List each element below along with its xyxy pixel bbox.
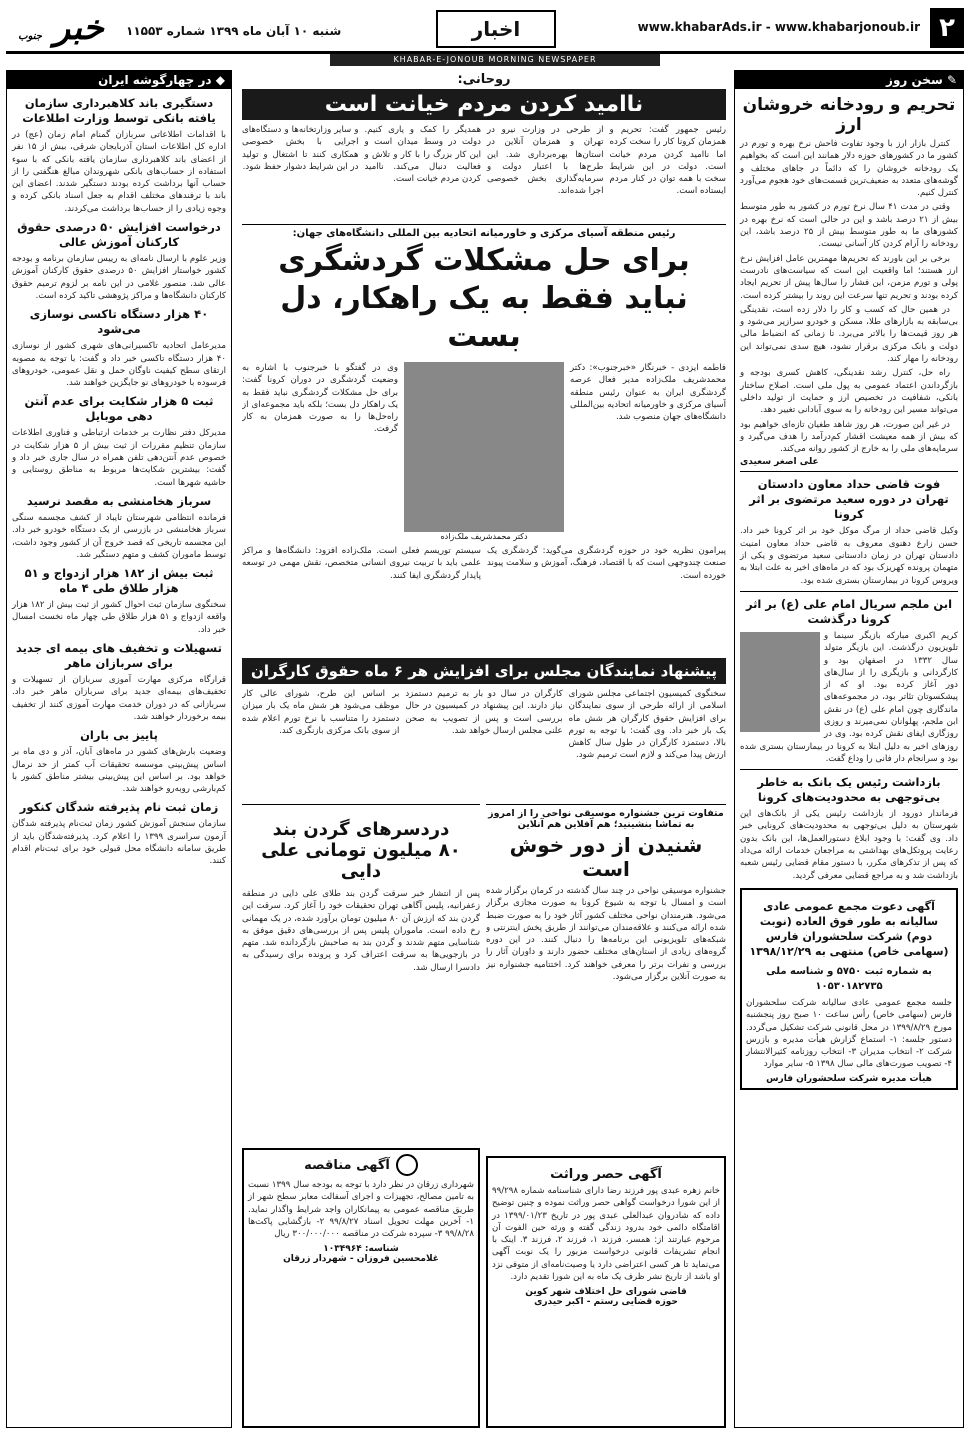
music-body: جشنواره موسیقی نواحی در چند سال گذشته در کرمان برگزار شده است و امسال با توجه به شیوع کرونا به صورت مجازی برگزار می‌شود. هنرمندان نواحی مختلف کشور آثار خود را به صورت ضبط شده ارائه می‌کنند و علاقه‌مندان می‌توانند از طریق پخش اینترنتی و شبکه‌های تلویزیونی این برنامه‌ها را دنبال کنند. در این دوره گروه‌های زیادی از استان‌های مختلف حضور دارند و داوران آثار را بررسی و نفرات برتر را معرفی خواهند کرد. اختتامیه جشنواره نیز به صورت آنلاین برگزار می‌شود.: [486, 886, 726, 983]
story-body: مدیرعامل اتحادیه تاکسیرانی‌های شهری کشور از نوسازی ۴۰ هزار دستگاه تاکسی خبر داد و گفت: با توجه به مصوبه ارتقای سطح کیفیت ناوگان حمل و نقل عمومی، خودروهای فرسوده با خودروهای نو جایگزین خواهند شد.: [12, 341, 226, 389]
municipality-emblem-icon: [396, 1154, 418, 1176]
ad-title: آگهی دعوت مجمع عمومی عادی سالیانه به طور فوق العاده (نوبت دوم) شرکت سلحشوران فارس (سهامی خاص) منتهی به ۱۳۹۸/۱۲/۲۹: [749, 899, 949, 958]
ad-registration: به شماره ثبت ۵۷۵۰ و شناسه ملی ۱۰۵۳۰۱۸۲۷۳۵: [766, 965, 932, 992]
story-title: پاییز بی باران: [80, 728, 158, 743]
top-kicker: روحانی:: [457, 72, 511, 87]
story-title: تسهیلات و تخفیف های بیمه ای جدید برای سربازان ماهر: [16, 641, 222, 671]
wage-story: [242, 658, 726, 800]
editorial-author: علی اصغر سعیدی: [740, 457, 819, 468]
wage-col: سخنگوی کمیسیون اجتماعی مجلس شورای اسلامی از ارائه طرحی از سوی نمایندگان برای افزایش حقوق کارگران هر شش ماه یک بار خبر داد. وی گفت: با توجه به تورم بالا، دستمزد کارگران در طول سال کاهش ارزش پیدا می‌کند و لازم است ترمیم شود.: [568, 689, 726, 761]
wage-col: بر اساس این طرح، شورای عالی کار موظف می‌شود هر شش ماه یک بار میزان دستمزد را متناسب با نرخ تورم اعلام شده از سوی بانک مرکزی بازنگری کند.: [242, 689, 400, 736]
story-title: زمان ثبت نام پذیرفته شدگان کنکور: [19, 800, 219, 815]
para: راه حل، کنترل رشد نقدینگی، کاهش کسری بودجه و بازگرداندن اعتماد عمومی به پول ملی است. اصلاح ساختار بانکی، شفافیت در تخصیص ارز و حمایت از تولید داخلی می‌تواند مسیر این رودخانه را به سوی آبادانی تغییر دهد.: [740, 368, 958, 416]
story-title: ۴۰ هزار دستگاه تاکسی نوسازی می‌شود: [29, 307, 209, 337]
wage-headline: پیشنهاد نمایندگان مجلس برای افزایش هر ۶ ماه حقوق کارگران: [242, 658, 726, 684]
left-column: [6, 70, 232, 1428]
tender-code: شناسه: ۱۰۳۴۹۶۴: [323, 1244, 399, 1255]
story-body: وکیل قاضی حداد از مرگ موکل خود بر اثر کرونا خبر داد. حسن زارع دهنوی معروف به قاضی حداد معاون امنیت دادستان تهران در زمان دادستانی سعید مرتضوی و یکی از متهمان پرونده کهریزک بود که در ماه‌های اخیر به علت ابتلا به ویروس کرونا در بیمارستان بستری شده بود.: [740, 526, 958, 586]
tourism-col: وی در گفتگو با خبرجنوب با اشاره به وضعیت گردشگری در دوران کرونا گفت: برای حل مشکلات گردشگری نباید فقط به یک راهکار دل بست؛ بلکه باید مجموعه‌ای از راه‌حل‌ها را به صورت همزمان به کار گرفت.: [242, 363, 398, 435]
story-body: سخنگوی سازمان ثبت احوال کشور از ثبت بیش از ۱۸۲ هزار واقعه ازدواج و ۵۱ هزار طلاق طی چهار ماه نخست امسال خبر داد.: [12, 600, 226, 635]
story-title: سرباز هخامنشی به مقصد نرسید: [26, 493, 212, 508]
story-title: درخواست افزایش ۵۰ درصدی حقوق کارکنان آموزش عالی: [17, 220, 221, 250]
tourism-col: پیرامون نظریه خود در حوزه گردشگری می‌گوید: گردشگری یک صنعت چندوجهی است که با اقتصاد، فرهنگ، آموزش و سلامت پیوند خورده است.: [487, 546, 726, 581]
story-title: دستگیری باند کلاهبرداری سازمان یافته بانکی توسط وزارت اطلاعات: [22, 96, 216, 125]
heirship-sign-1: قاضی شورای حل اختلاف شهر کوین: [525, 1287, 687, 1298]
necklace-body: پس از انتشار خبر سرقت گردن بند طلای علی دایی در منطقه زعفرانیه، پلیس آگاهی تهران تحقیقات خود را آغاز کرد. سرقت این گردن بند که ارزش آن ۸۰ میلیون تومان برآورد شده، در یک مهمانی رخ داده است. ماموران پلیس پس از بررسی‌های دقیق موفق به شناسایی متهم شدند و گردن بند به صاحبش بازگردانده شد. متهم در بازجویی‌ها به سرقت اعتراف کرد و پرونده برای رسیدگی به دادسرا ارسال شد.: [242, 889, 480, 973]
tourism-kicker: رئیس منطقه آسیای مرکزی و خاورمیانه اتحادیه بین المللی دانشگاه‌های جهان:: [292, 228, 676, 239]
top-col: از طرحی در وزارت نیرو در تهران و همزمان آنلاین در استان‌ها بهره‌برداری شد. این طرح‌ها با اعتبار دولت و سرمایه‌گذاری بخش خصوصی اجرا شده‌اند.: [487, 125, 604, 197]
story-title: ابن ملجم سریال امام علی (ع) بر اثر کرونا درگذشت: [745, 596, 953, 626]
actor-photo: [740, 632, 820, 732]
left-stories: [7, 89, 231, 870]
story-title: بازداشت رئیس یک بانک به خاطر بی‌توجهی به محدودیت‌های کرونا: [757, 775, 941, 805]
newspaper-logo: [6, 6, 116, 50]
tourism-headline-1: برای حل مشکلات گردشگری: [278, 243, 690, 278]
top-col: و سایر وزارتخانه‌ها و دستگاه‌های اجرایی با بخش خصوصی همکاری کنند تا اشتغال و تولید در این شرایط دشوار حفظ شود.: [242, 125, 359, 172]
music-headline: شنیدن از دور خوش است: [509, 833, 703, 881]
heirship-ad: [486, 1156, 726, 1428]
tender-ad: [242, 1148, 480, 1428]
masthead: [6, 6, 964, 54]
tender-title: آگهی مناقصه: [304, 1157, 390, 1173]
story-body: وضعیت بارش‌های کشور در ماه‌های آبان، آذر و دی ماه بر اساس پیش‌بینی موسسه تحقیقات آب کمتر از حد نرمال خواهد بود. بر اساس این پیش‌بینی بیشتر مناطق کشور با کم‌بارشی روبه‌رو خواهند شد.: [12, 747, 226, 795]
assembly-ad: [740, 888, 958, 1090]
tourism-headline-2: نباید فقط به یک راهکار، دل بست: [280, 281, 688, 354]
map-pin-icon: ◆: [215, 73, 225, 87]
english-strip: KHABAR-E-JONOUB MORNING NEWSPAPER: [330, 54, 660, 66]
ad-body: جلسه مجمع عمومی عادی سالیانه شرکت سلحشوران فارس (سهامی خاص) رأس ساعت ۱۰ صبح روز پنجشنبه مورخ ۱۳۹۹/۸/۲۹ در محل قانونی شرکت تشکیل می‌گردد. دستور جلسه: ۱- استماع گزارش هیأت مدیره و بازرس شرکت ۲- انتخاب مدیران ۳- انتخاب روزنامه کثیرالانتشار ۴- تصویب صورت‌های مالی سال ۱۳۹۸ ۵- سایر موارد: [746, 997, 952, 1070]
para: در همین حال که کسب و کار را دلار زده است، نقدینگی بی‌سابقه به بازارهای طلا، مسکن و خودرو سرازیر می‌شود و هر روز قیمت‌ها را بالاتر می‌برد. تا زمانی که انضباط مالی دولت و بانک مرکزی برقرار نشود، هیچ سدی نمی‌تواند این رودخانه را مهار کند.: [740, 304, 958, 365]
box-title-text: در چهارگوشه ایران: [98, 73, 212, 87]
story-title: ثبت ۵ هزار شکایت برای عدم آنتن دهی موبایل: [24, 394, 214, 424]
top-headline: ناامید کردن مردم خیانت است: [242, 89, 726, 120]
necklace-headline-1: دردسرهای گردن بند: [272, 819, 450, 840]
tourism-col: سیستم توریسم فعلی است. ملک‌زاده افزود: دانشگاه‌ها و مراکز علمی باید با تربیت نیروی انسانی متخصص، نقش مهمی در توسعه پایدار گردشگری ایفا کنند.: [242, 546, 481, 581]
para: برخی بر این باورند که تحریم‌ها مهمترین عامل افزایش نرخ ارز هستند؛ اما واقعیت این است که سیاست‌های نادرست پولی و تورم مزمن، این فشار را سال‌ها پیش از تحریم ایجاد کرده بودند و تحریم تنها سرعت این روند را بیشتر کرده است.: [740, 253, 958, 301]
column-box-title: [7, 71, 231, 89]
page-number: ۲: [930, 8, 964, 48]
story-body: قرارگاه مرکزی مهارت آموزی سربازان از تسهیلات و تخفیف‌های بیمه‌ای جدید برای سربازان ماهر خبر داد. سربازانی که در دوران خدمت مهارت آموزی کنند از تخفیف بیمه برخوردار خواهند شد.: [12, 675, 226, 722]
wage-col: کارگران در سال دو بار به ترمیم دستمزد نیاز دارند. این پیشنهاد در کمیسیون در حال بررسی است و پس از تصویب به صحن علنی مجلس ارسال خواهد شد.: [405, 689, 563, 736]
music-kicker: متفاوت ترین جشنواره موسیقی نواحی را از امروز به تماشا بنشینید؛ هم آفلاین هم آنلاین: [488, 808, 724, 830]
story-body: فرمانده انتظامی شهرستان تایباد از کشف مجسمه سنگی سرباز هخامنشی در بازرسی از یک دستگاه خودرو خبر داد. این مجسمه تاریخی که قصد خروج آن از کشور وجود داشت، توسط ماموران کشف و متهم دستگیر شد.: [12, 512, 226, 560]
top-col: رئیس جمهور گفت: تحریم و همزمان کرونا کار را سخت کرده اما ناامید کردن مردم خیانت است. دولت در این شرایط سخت با همه توان در کنار مردم ایستاده است.: [609, 125, 726, 197]
interviewee-photo: [404, 362, 564, 532]
logo-text: خبر: [53, 8, 104, 48]
story-body: وزیر علوم با ارسال نامه‌ای به رییس سازمان برنامه و بودجه کشور خواستار افزایش ۵۰ درصدی حقوق کارکنان آموزش عالی شد. منصور غلامی در این نامه بر لزوم ترمیم حقوق کارکنان دانشگاه‌ها و مراکز پژوهشی تاکید کرده است.: [12, 254, 227, 301]
heirship-body: خانم زهره عبدی پور فرزند رضا دارای شناسنامه شماره ۹۹/۲۹۸ از این شورا درخواست گواهی حصر وراثت نموده و چنین توضیح داده که شادروان عبدالعلی عبدی پور در تاریخ ۱۳۹۹/۰۱/۲۳ در اقامتگاه دائمی خود بدرود زندگی گفته و ورثه حین الفوت آن مرحوم عبارتند از: همسر، فرزند ۱، فرزند ۲، فرزند ۳. اینک با انجام تشریفات قانونی درخواست مزبور را یک نوبت آگهی می‌نماید تا هر کسی اعتراضی دارد یا وصیت‌نامه‌ای از متوفی نزد او باشد از تاریخ نشر ظرف یک ماه به این شورا تقدیم دارد.: [492, 1186, 720, 1283]
tender-body: شهرداری زرقان در نظر دارد با توجه به بودجه سال ۱۳۹۹ نسبت به تامین مصالح، تجهیزات و اجرای آسفالت معابر سطح شهر از طریق مناقصه عمومی به پیمانکاران واجد شرایط واگذار نماید. ۱- آخرین مهلت تحویل اسناد ۹۹/۸/۲۷ ۲- بازگشایی پاکت‌ها ۹۹/۸/۲۸ ۳- سپرده شرکت در مناقصه ۳۰۰/۰۰۰/۰۰۰ ریال: [248, 1180, 474, 1240]
website-urls[interactable]: www.khabarAds.ir - www.khabarjonoub.ir: [637, 20, 920, 34]
heirship-sign-2: حوزه قضایی رستم - اکبر حیدری: [534, 1297, 678, 1308]
tender-sign: غلامحسین فروزان - شهردار زرقان: [283, 1254, 439, 1265]
story-body: با اقدامات اطلاعاتی سربازان گمنام امام زمان (عج) در اداره کل اطلاعات استان آذربایجان شرقی، بیش از ۱۵ نفر از اعضای باند کلاهبرداری سازمان یافته بانکی که با سوء استفاده از حساب‌های بانکی شهروندان مبالغ هنگفتی را از حساب آنها برداشت کرده بودند دستگیر شدند. اعضای این باند با ترفندهای مختلف اقدام به جعل اسناد بانکی کرده و وجوه زیادی را از حساب‌ها برداشت می‌کردند.: [12, 130, 226, 214]
column-box-title: [735, 71, 963, 89]
tourism-col: فاطمه ایزدی - خبرنگار «خبرجنوب»: دکتر محمدشریف ملک‌زاده مدیر فعال عرصه گردشگری ایران به عنوان رئیس منطقه آسیای مرکزی و خاورمیانه اتحادیه بین‌المللی دانشگاه‌های جهان منصوب شد.: [570, 363, 726, 423]
necklace-story: [242, 804, 480, 1144]
issue-date: شنبه ۱۰ آبان ماه ۱۳۹۹ شماره ۱۱۵۵۳: [126, 24, 342, 38]
story-body: سازمان سنجش آموزش کشور زمان ثبت‌نام پذیرفته شدگان آزمون سراسری ۱۳۹۹ را اعلام کرد. پذیرفته‌شدگان باید از طریق سامانه دانشگاه محل قبولی خود برای ثبت‌نام اقدام کنند.: [12, 819, 227, 867]
editorial-headline: تحریم و رودخانه خروشان ارز: [742, 95, 956, 135]
box-title-text: سخن روز: [886, 73, 943, 87]
para: وقتی در مدت ۴۱ سال نرخ تورم در کشور به طور متوسط بیش از ۲۱ درصد باشد و این در حالی است که نرخ بهره در کشورهای ما به طور متوسط بیش از ۲۵ درصد باشد، این رودخانه را آرام کردن کار آسانی نیست.: [740, 202, 958, 250]
section-title: اخبار: [436, 10, 556, 48]
top-story: [242, 72, 726, 222]
right-column: [734, 70, 964, 1428]
editorial-body: [740, 138, 958, 455]
heirship-title: آگهی حصر وراثت: [550, 1167, 662, 1182]
story-body: مدیرکل دفتر نظارت بر خدمات ارتباطی و فناوری اطلاعات سازمان تنظیم مقررات از ثبت بیش از ۵ هزار شکایت در خصوص عدم آنتن‌دهی تلفن همراه در سال جاری خبر داد و گفت: بیشترین شکایت‌ها مربوط به مناطق روستایی و حاشیه شهرها است.: [12, 428, 226, 488]
story-title: ثبت بیش از ۱۸۲ هزار ازدواج و ۵۱ هزار طلاق طی ۴ ماه: [24, 566, 214, 596]
story-title: فوت قاضی حداد معاون دادستان تهران در دوره سعید مرتضوی بر اثر کرونا: [749, 477, 949, 522]
photo-caption: دکتر محمدشریف ملک‌زاده: [440, 532, 528, 541]
story-body: فرماندار دورود از بازداشت رئیس یکی از بانک‌های این شهرستان به دلیل بی‌توجهی به محدودیت‌های کرونایی خبر داد. وی گفت: با وجود ابلاغ دستورالعمل‌ها، این بانک بدون رعایت پروتکل‌های بهداشتی به مراجعان خدمات ارائه می‌داد که پس از تذکرهای مکرر، با دستور مقام قضایی رئیس شعبه بازداشت شد و به مراجع قضایی معرفی گردید.: [740, 809, 958, 881]
logo-sub: جنوب: [18, 31, 42, 42]
para: در غیر این صورت، هر روز شاهد طغیان تازه‌ای خواهیم بود که بیش از همه معیشت اقشار کم‌درآمد را هدف می‌گیرد و سرمایه‌های ملی را به خارج از کشور روانه می‌کند.: [740, 419, 958, 455]
para: کنترل بازار ارز با وجود تفاوت فاحش نرخ بهره و تورم در کشور ما در کشورهای حوزه دلار همانند این است که بخواهیم یک رودخانه خروشان را که دائماً در جاهای مختلف و گوشه‌های متعدد به ضعیف‌ترین قسمت‌های خود هجوم می‌آورد کنترل کنیم.: [740, 139, 958, 199]
top-col: همدیگر را کمک و یاری کنیم. دولت در وسط میدان است و این کار بزرگ را با کار و تلاش و فعالیت دنبال می‌کند. ناامید کردن مردم خیانت است.: [364, 125, 481, 185]
tourism-story: [242, 224, 726, 654]
story-body: کریم اکبری مبارکه بازیگر سینما و تلویزیون درگذشت. این بازیگر متولد سال ۱۳۳۲ در اصفهان بود و کارگردانی و بازیگری را از سال‌های دور آغاز کرده بود. او که از پیشکسوتان تئاتر بود، در مجموعه‌های ماندگاری چون امام علی (ع) در نقش ابن ملجم، پهلوانان نمی‌میرند و روزی روزگاری ایفای نقش کرده بود. وی در روزهای اخیر به دلیل ابتلا به کرونا در بیمارستان بستری شده بود و سرانجام دار فانی را وداع گفت.: [740, 630, 958, 764]
pen-icon: ✎: [946, 73, 957, 87]
ad-signature: هیأت مدیره شرکت سلحشوران فارس: [766, 1073, 932, 1084]
necklace-headline-2: ۸۰ میلیون تومانی علی دایی: [261, 840, 461, 882]
music-story: [486, 804, 726, 1152]
